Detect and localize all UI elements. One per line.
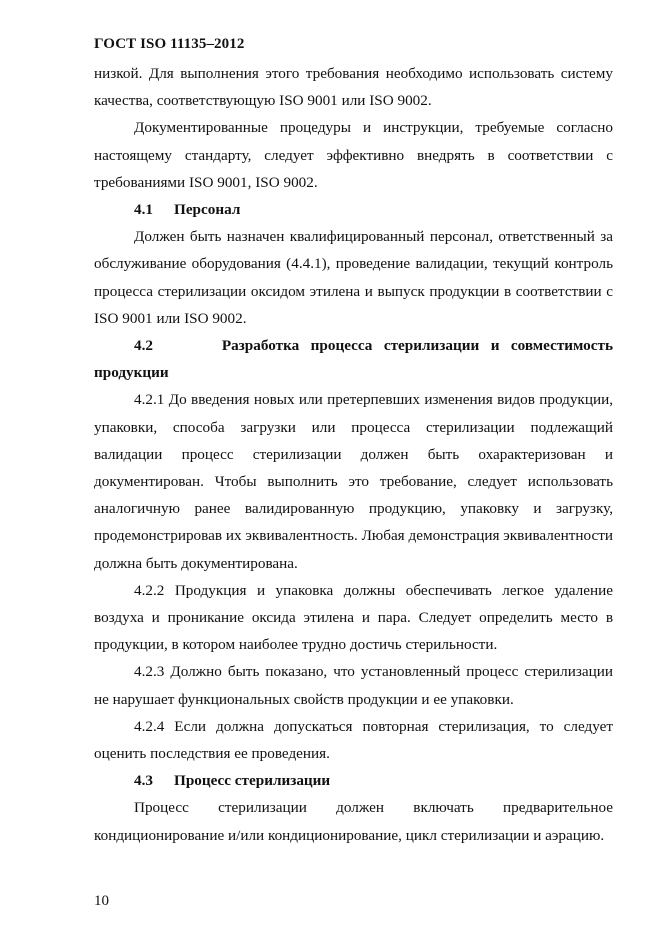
section-heading-4-2 [94,332,613,386]
section-number: 4.2 [134,337,153,355]
section-title: Персонал [174,201,241,219]
page-number: 10 [94,893,109,909]
paragraph-4-2-4: 4.2.4 Если должна допускаться повторная стерилизация, то следует оценить последствия ее проведения. [94,717,613,763]
section-title: Разработка процесса стерилизации и совместимость продукции [94,337,614,382]
paragraph-4-2-2: 4.2.2 Продукция и упаковка должны обеспечивать легкое удаление воздуха и проникание оксида этилена и пара. Следует определить место в продукции, в котором наиболее трудно достичь стерильности. [94,581,613,654]
paragraph-personnel: Должен быть назначен квалифицированный персонал, ответственный за обслуживание оборудования (4.4.1), проведение валидации, текущий контроль процесса стерилизации оксидом этилена и выпуск продукции в соответствии с ISO 9001 или ISO 9002. [94,228,613,327]
section-heading-4-1 [94,196,613,223]
section-number: 4.1 [134,201,153,219]
paragraph-sterilization-process: Процесс стерилизации должен включать предварительное кондиционирование и/или кондиционирование, цикл стерилизации и аэрацию. [94,799,613,844]
section-heading-4-3 [94,767,613,794]
section-number: 4.3 [134,772,153,790]
paragraph-4-2-3: 4.2.3 Должно быть показано, что установленный процесс стерилизации не нарушает функциональных свойств продукции и ее упаковки. [94,663,613,708]
paragraph-documented-procedures: Документированные процедуры и инструкции, требуемые согласно настоящему стандарту, следует эффективно внедрять в соответствии с требованиями ISO 9001, ISO 9002. [94,119,613,191]
section-title: Процесс стерилизации [174,772,331,790]
document-body [94,60,613,849]
document-header: ГОСТ ISO 11135–2012 [94,36,245,52]
paragraph-continuation: низкой. Для выполнения этого требования необходимо использовать систему качества, соответствующую ISO 9001 или ISO 9002. [94,65,613,110]
paragraph-4-2-1: 4.2.1 До введения новых или претерпевших изменения видов продукции, упаковки, способа загрузки или процесса стерилизации подлежащий валидации процесс стерилизации должен быть охарактеризован и документирован. Чтобы выполнить это требование, следует использовать аналогичную ранее валидированную продукцию, упаковку и загрузку, продемонстрировав их эквивалентность. Любая демонстрация эквивалентности должна быть документирована. [94,391,613,572]
